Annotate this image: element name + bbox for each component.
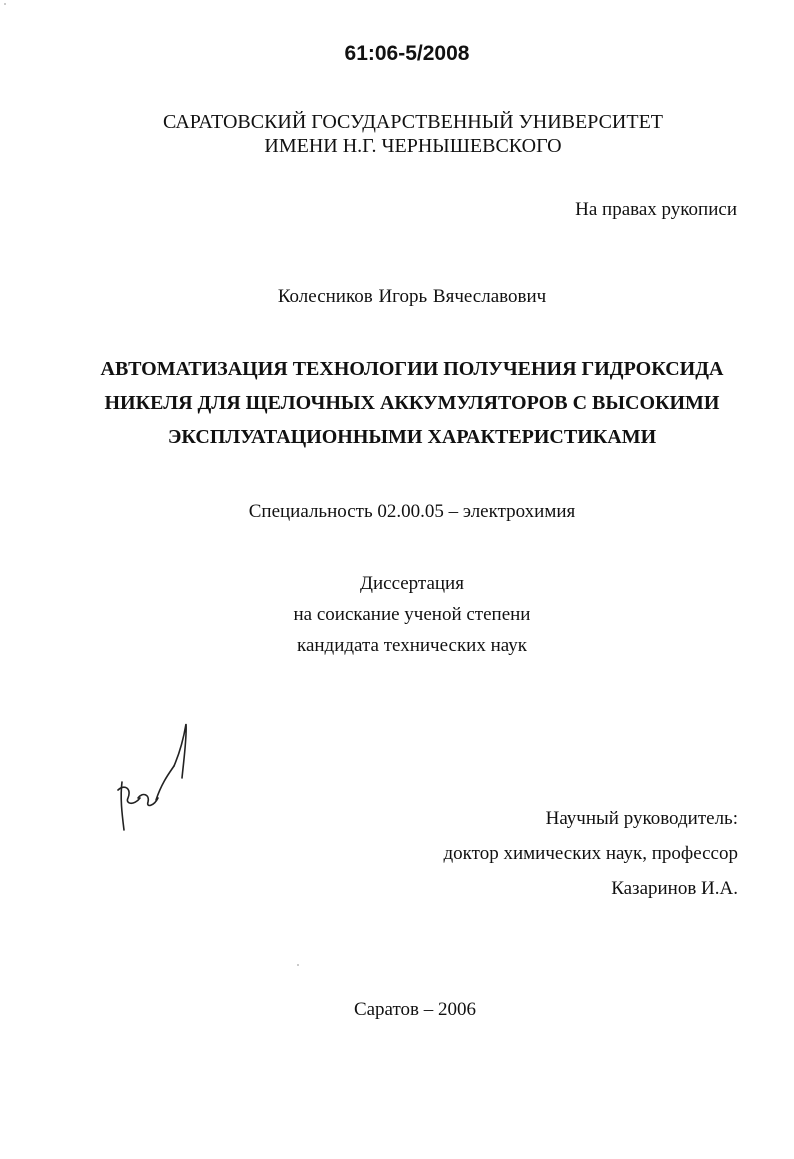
thesis-line-3: кандидата технических наук [297,635,527,656]
university-line-2: ИМЕНИ Н.Г. ЧЕРНЫШЕВСКОГО [264,135,562,157]
scan-speck [297,964,299,966]
thesis-line-2: на соискание ученой степени [293,604,531,625]
title-line-1: АВТОМАТИЗАЦИЯ ТЕХНОЛОГИИ ПОЛУЧЕНИЯ ГИДРОКСИДА [100,358,724,380]
advisor-name: Казаринов И.А. [611,878,738,899]
scientific-advisor [444,801,738,906]
advisor-label: Научный руководитель: [545,808,738,829]
dissertation-title [0,352,794,454]
document-code: 61:06-5/2008 [344,42,470,65]
scan-speck [4,3,6,5]
title-line-3: ЭКСПЛУАТАЦИОННЫМИ ХАРАКТЕРИСТИКАМИ [167,426,657,448]
university-line-1: САРАТОВСКИЙ ГОСУДАРСТВЕННЫЙ УНИВЕРСИТЕТ [162,111,664,133]
university-name [0,110,794,158]
manuscript-rights-note: На правах рукописи [575,199,737,220]
title-line-2: НИКЕЛЯ ДЛЯ ЩЕЛОЧНЫХ АККУМУЛЯТОРОВ С ВЫСОКИМИ [104,392,720,414]
city-year: Саратов – 2006 [353,999,477,1020]
handwritten-signature [110,722,200,834]
author-name: Колесников Игорь Вячеславович [277,286,547,307]
advisor-degree: доктор химических наук, профессор [443,843,738,864]
specialty: Специальность 02.00.05 – электрохимия [248,501,576,522]
thesis-description [0,568,794,661]
thesis-line-1: Диссертация [360,573,464,594]
